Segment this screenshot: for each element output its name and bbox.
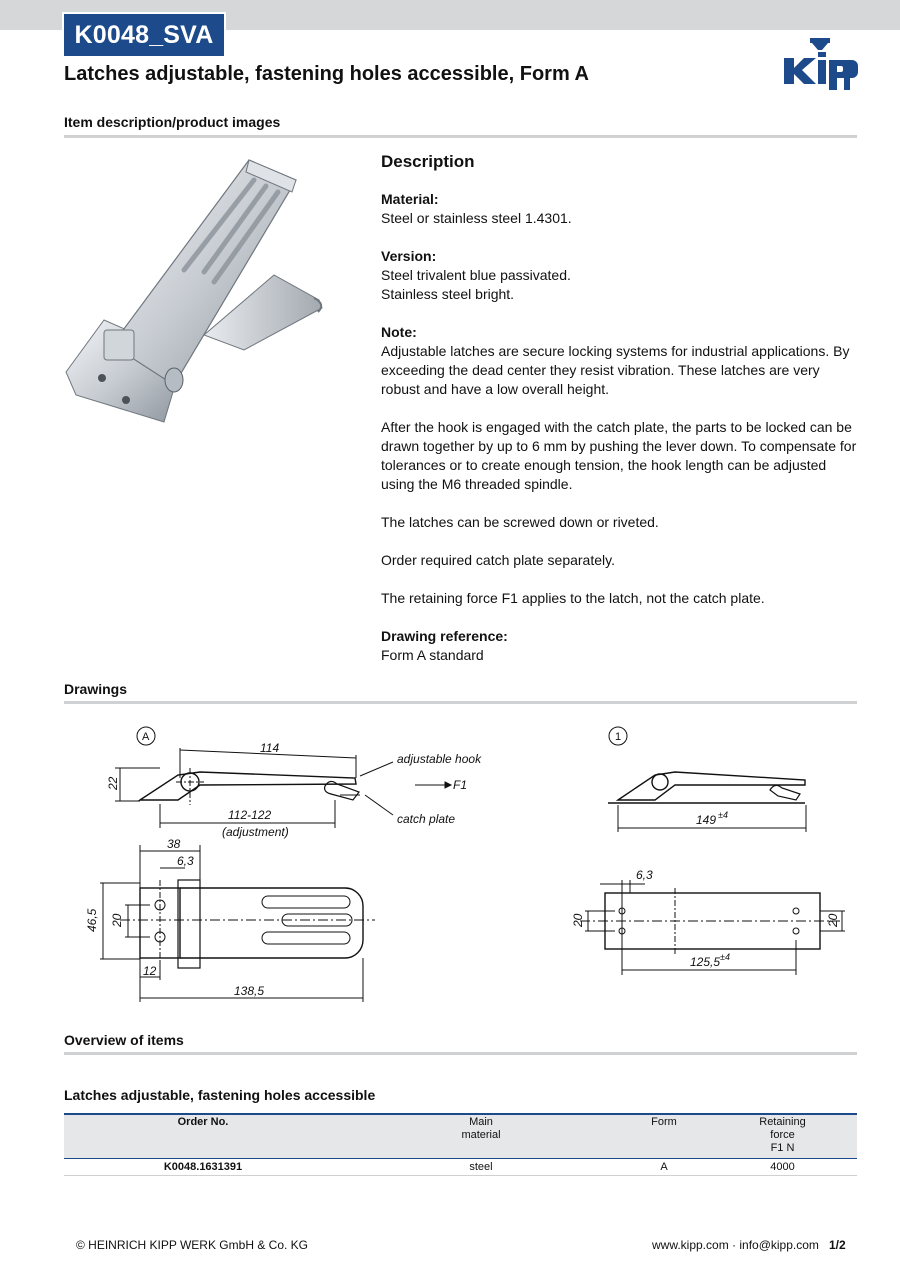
tolerance-125-5: ±4: [720, 952, 730, 962]
dim-6-3-catch: 6,3: [636, 868, 653, 882]
items-table: [64, 1113, 857, 1176]
note-text-1: Adjustable latches are secure locking systems for industrial applications. By exceeding the dead center they resist vibration. These latches are very robust and have a low overall height.: [381, 343, 850, 397]
product-image: [64, 150, 334, 430]
material-text: Steel or stainless steel 1.4301.: [381, 210, 572, 226]
footer-copyright: © HEINRICH KIPP WERK GmbH & Co. KG: [76, 1238, 308, 1252]
form-a-letter: A: [142, 731, 150, 743]
section-heading-images: Item description/product images: [64, 114, 281, 130]
col-material-l2: material: [461, 1129, 501, 1141]
dim-38: 38: [167, 837, 181, 851]
footer-page-number: 1/2: [829, 1238, 846, 1252]
technical-drawings: [64, 715, 857, 1015]
dim-20-right: 20: [826, 913, 840, 927]
kipp-logo: [782, 38, 858, 94]
col-force-l3: F1 N: [770, 1142, 795, 1154]
col-force-l2: force: [770, 1129, 795, 1141]
table-title: Latches adjustable, fastening holes accessible: [64, 1087, 376, 1103]
drawing-reference-text: Form A standard: [381, 647, 484, 663]
form-1-number: 1: [615, 731, 622, 743]
dim-112-122: 112-122: [228, 808, 272, 822]
version-label: Version:: [381, 248, 437, 264]
dim-12: 12: [143, 964, 157, 978]
note-paragraph: [381, 323, 857, 399]
section-heading-overview: Overview of items: [64, 1032, 184, 1048]
page-title: Latches adjustable, fastening holes accessible, Form A: [64, 63, 589, 85]
dim-138-5: 138,5: [234, 984, 265, 998]
version-paragraph: [381, 247, 857, 304]
note-text-4: Order required catch plate separately.: [381, 552, 615, 568]
col-force: [708, 1114, 857, 1159]
section-rule: [64, 135, 857, 138]
label-adjustment: (adjustment): [222, 825, 289, 839]
col-form: Form: [620, 1114, 708, 1159]
label-catch-plate: catch plate: [397, 812, 456, 826]
dim-6-3: 6,3: [177, 854, 194, 868]
dim-125-5: 125,5: [690, 955, 721, 969]
label-adjustable-hook: adjustable hook: [397, 752, 482, 766]
drawing-reference-label: Drawing reference:: [381, 628, 508, 644]
material-paragraph: [381, 190, 857, 228]
dim-22: 22: [106, 776, 120, 790]
version-line-1: Steel trivalent blue passivated.: [381, 267, 571, 283]
col-material-l1: Main: [469, 1116, 493, 1128]
footer-contact[interactable]: www.kipp.com · info@kipp.com: [652, 1238, 819, 1252]
col-material: [342, 1114, 620, 1159]
section-heading-drawings: Drawings: [64, 681, 128, 697]
drawing-reference-paragraph: [381, 627, 857, 665]
label-f1: F1: [453, 778, 468, 792]
cell-order-no: K0048.1631391: [64, 1159, 342, 1176]
product-code-badge: K0048_SVA: [64, 14, 224, 56]
table-row: [64, 1159, 857, 1176]
description-block: [381, 152, 857, 684]
cell-force: 4000: [708, 1159, 857, 1176]
section-rule: [64, 701, 857, 704]
dim-46-5: 46,5: [85, 908, 99, 932]
material-label: Material:: [381, 191, 439, 207]
col-force-l1: Retaining: [759, 1116, 806, 1128]
section-rule: [64, 1052, 857, 1055]
version-line-2: Stainless steel bright.: [381, 286, 515, 302]
note-text-3: The latches can be screwed down or riveted.: [381, 514, 659, 530]
dim-114: 114: [260, 741, 280, 755]
tolerance-149: ±4: [718, 810, 728, 820]
note-label: Note:: [381, 324, 417, 340]
cell-material: steel: [342, 1159, 620, 1176]
note-text-2: After the hook is engaged with the catch plate, the parts to be locked can be drawn together by up to 6 mm by pushing the lever down. To compensate for tolerances or to create enough tension, the hook length can be adjusted using the M6 threaded spindle.: [381, 419, 857, 492]
table-header-row: [64, 1114, 857, 1159]
dim-20: 20: [110, 913, 124, 927]
col-order-no: Order No.: [64, 1114, 342, 1159]
dim-149: 149: [696, 813, 717, 827]
cell-form: A: [620, 1159, 708, 1176]
description-heading: Description: [381, 152, 475, 171]
dim-20-left: 20: [571, 913, 585, 927]
note-text-5: The retaining force F1 applies to the latch, not the catch plate.: [381, 590, 765, 606]
